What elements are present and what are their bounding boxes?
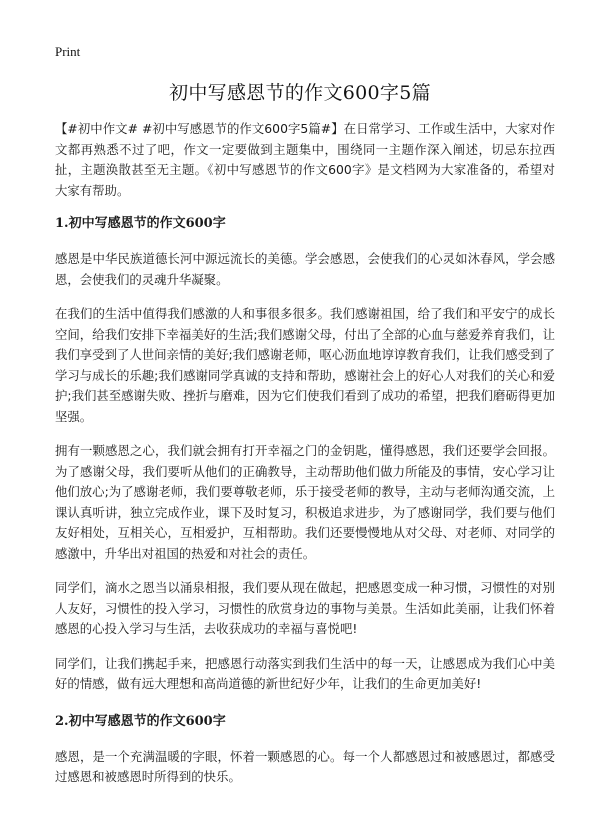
body-paragraph: 拥有一颗感恩之心，我们就会拥有打开幸福之门的金钥匙，懂得感恩，我们还要学会回报。为了感谢父母，我们要听从他们的正确教导，主动帮助他们做力所能及的事情，安心学习让他们放心;为了感谢老师，我们要尊敬老师，乐于接受老师的教导，主动与老师沟通交流，上课认真听讲，独立完成作业，课下及时复习，积极追求进步，为了感谢同学，我们要与他们友好相处，互相关心，互相爱护，互相帮助。我们还要慢慢地从对父母、对老师、对同学的感激中，升华出对祖国的热爱和对社会的责任。 <box>55 443 555 561</box>
body-paragraph: 同学们，让我们携起手来，把感恩行动落实到我们生活中的每一天，让感恩成为我们心中美好的情感，做有远大理想和高尚道德的新世纪好少年，让我们的生命更加美好! <box>55 655 555 691</box>
body-paragraph: 感恩是中华民族道德长河中源远流长的美德。学会感恩，会使我们的心灵如沐春风，学会感恩，会使我们的灵魂升华凝聚。 <box>55 251 555 287</box>
body-paragraph: 感恩，是一个充满温暖的字眼，怀着一颗感恩的心。每一个人都感恩过和被感恩过，都感受过感恩和被感恩时所得到的快乐。 <box>55 748 555 784</box>
section-heading: 2.初中写感恩节的作文600字 <box>55 713 226 729</box>
article-body <box>55 119 555 788</box>
body-paragraph: 同学们，滴水之恩当以涌泉相报，我们要从现在做起，把感恩变成一种习惯，习惯性的对别人友好，习惯性的投入学习，习惯性的欣赏身边的事物与美景。生活如此美丽，让我们怀着感恩的心投入学习与生活，去收获成功的幸福与喜悦吧! <box>55 580 555 636</box>
intro-paragraph: 【#初中作文# #初中写感恩节的作文600字5篇#】在日常学习、工作或生活中，大家对作文都再熟悉不过了吧，作文一定要做到主题集中，围绕同一主题作深入阐述，切忌东拉西扯，主题涣散甚至无主题。《初中写感恩节的作文600字》是文档网为大家准备的，希望对大家有帮助。 <box>55 121 555 198</box>
page-title: 初中写感恩节的作文600字5篇 <box>169 82 431 104</box>
print-link[interactable]: Print <box>55 44 81 59</box>
section-heading: 1.初中写感恩节的作文600字 <box>55 216 226 231</box>
body-paragraph: 在我们的生活中值得我们感激的人和事很多很多。我们感谢祖国，给了我们和平安宁的成长空间，给我们安排下幸福美好的生活;我们感谢父母，付出了全部的心血与慈爱养育我们，让我们享受到了人世间亲情的美好;我们感谢老师，呕心沥血地谆谆教育我们，让我们感受到了学习与成长的乐趣;我们感谢同学真诚的支持和帮助，感谢社会上的好心人对我们的关心和爱护;我们甚至感谢失败、挫折与磨难，因为它们使我们看到了成功的希望，把我们磨砺得更加坚强。 <box>55 306 555 424</box>
